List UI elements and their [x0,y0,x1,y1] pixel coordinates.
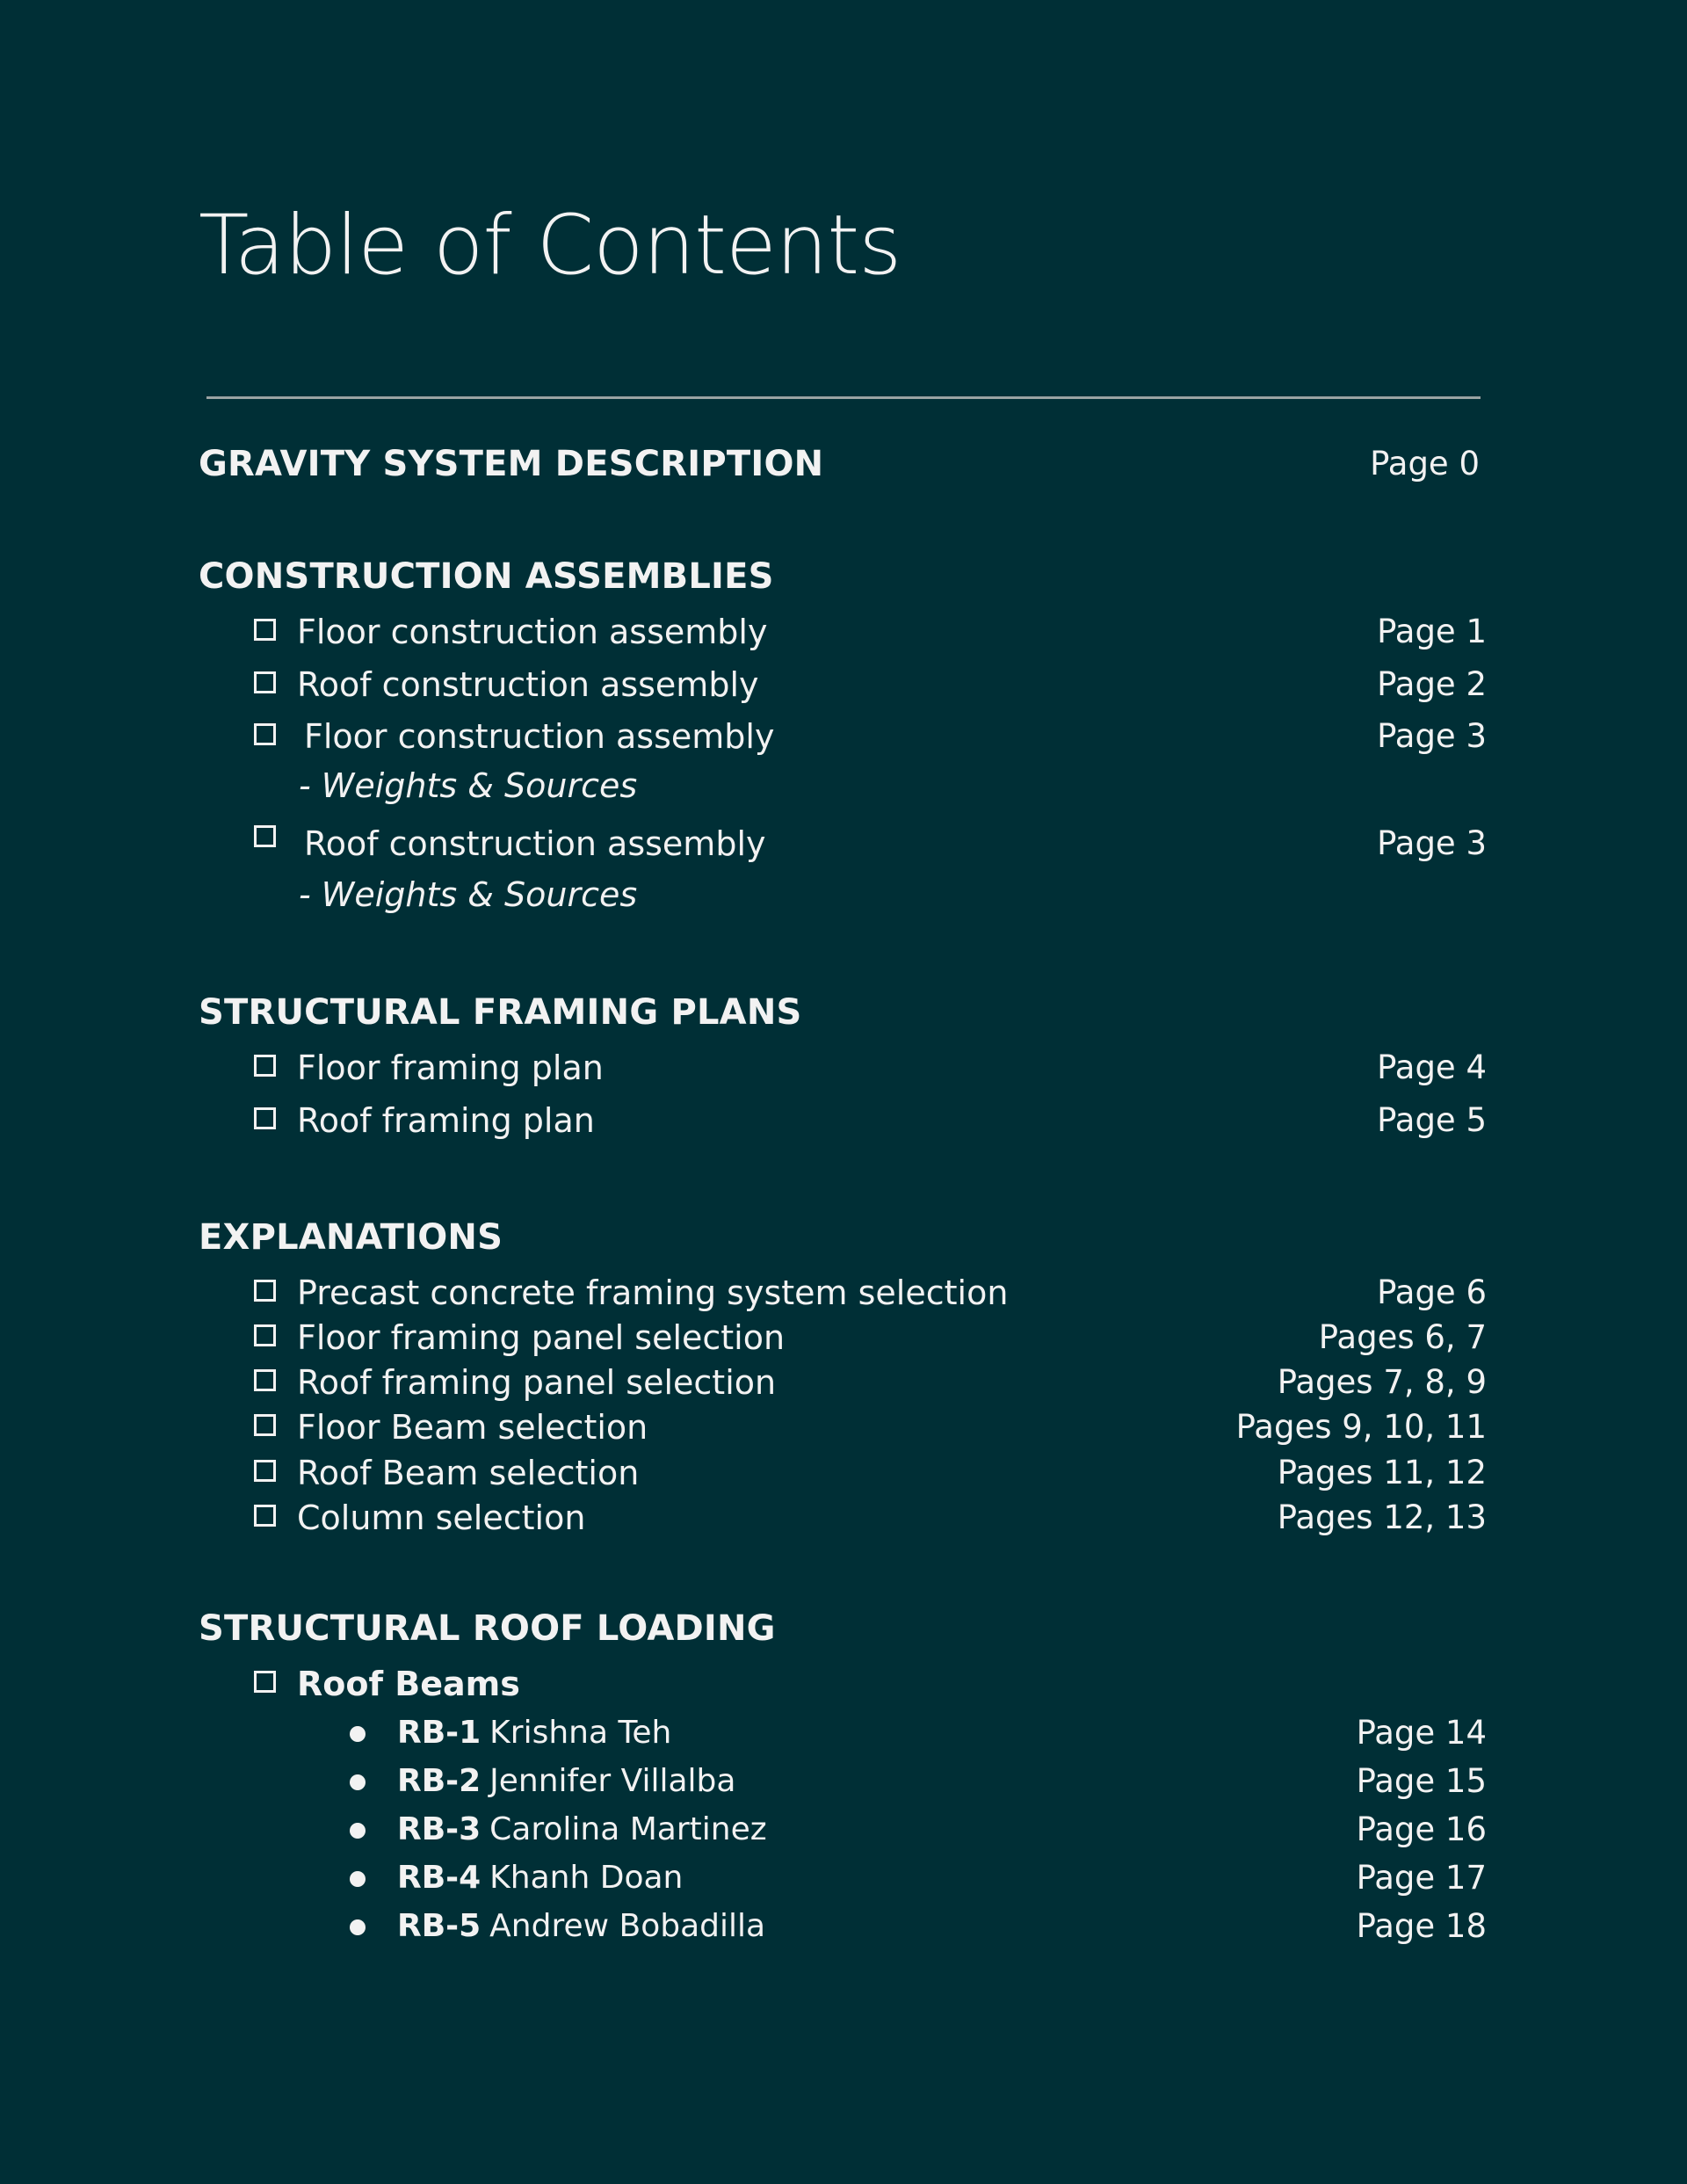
page-ref: Page 16 [1356,1810,1487,1848]
page-title: Table of Contents [199,198,901,294]
beam-entry [397,1900,765,1953]
beam-author: Khanh Doan [489,1860,684,1896]
page-ref: Page 18 [1356,1907,1487,1945]
page-ref: Page 3 [1377,717,1487,755]
toc-item-label: Floor framing plan [297,1048,604,1087]
beam-code: RB-3 [397,1811,481,1847]
beam-code: RB-2 [397,1763,481,1799]
page-ref: Page 3 [1377,824,1487,862]
toc-section-assemblies [0,550,1687,603]
beam-author: Carolina Martinez [489,1811,767,1847]
toc-beam-item[interactable] [0,1803,1687,1856]
checkbox-icon[interactable] [254,825,276,847]
bullet-icon [350,1774,366,1790]
toc-item[interactable] [0,606,1687,658]
beam-entry [397,1755,735,1808]
toc-item-sublabel: - Weights & Sources [299,875,638,914]
toc-beam-item[interactable] [0,1755,1687,1808]
section-heading: STRUCTURAL ROOF LOADING [199,1608,776,1649]
beam-code: RB-4 [397,1860,481,1896]
beam-entry [397,1803,767,1856]
page-ref: Page 17 [1356,1859,1487,1897]
toc-section-framing [0,986,1687,1039]
toc-item-label: Column selection [297,1498,586,1537]
section-heading: STRUCTURAL FRAMING PLANS [199,992,802,1033]
page-ref: Pages 9, 10, 11 [1235,1408,1487,1446]
page-ref: Pages 11, 12 [1277,1454,1487,1491]
beam-author: Krishna Teh [489,1715,672,1751]
beam-author: Andrew Bobadilla [489,1908,766,1944]
checkbox-icon[interactable] [254,1505,276,1527]
toc-item[interactable] [0,1041,1687,1094]
page-ref: Pages 7, 8, 9 [1277,1363,1487,1401]
toc-item[interactable] [0,658,1687,711]
checkbox-icon[interactable] [254,1055,276,1077]
beam-author: Jennifer Villalba [489,1763,736,1799]
toc-item-label: Floor construction assembly [304,717,775,756]
page-ref: Pages 12, 13 [1277,1498,1487,1536]
toc-item-label: Floor construction assembly [297,613,768,651]
toc-item-label: Precast concrete framing system selection [297,1273,1009,1312]
toc-section-roof-loading [0,1602,1687,1655]
toc-item-subtitle [0,868,1687,921]
toc-item-label: Roof construction assembly [297,665,759,704]
page-ref: Pages 6, 7 [1318,1318,1487,1356]
checkbox-icon[interactable] [254,1460,276,1482]
section-heading: EXPLANATIONS [199,1217,503,1258]
toc-item-label: Roof framing panel selection [297,1363,777,1402]
toc-section-gravity[interactable] [0,438,1687,490]
toc-item[interactable] [0,1094,1687,1147]
bullet-icon [350,1919,366,1935]
checkbox-icon[interactable] [254,671,276,693]
toc-item-sublabel: - Weights & Sources [299,766,638,805]
title-divider [206,396,1481,399]
toc-item-subtitle [0,759,1687,812]
beam-entry [397,1707,671,1760]
beam-entry [397,1852,683,1905]
checkbox-icon[interactable] [254,1369,276,1391]
toc-beam-item[interactable] [0,1707,1687,1760]
beam-code: RB-5 [397,1908,481,1944]
checkbox-icon[interactable] [254,1414,276,1436]
section-heading: CONSTRUCTION ASSEMBLIES [199,556,774,597]
page-ref: Page 4 [1377,1048,1487,1086]
toc-item-label: Roof Beam selection [297,1454,640,1492]
toc-item[interactable] [0,710,1687,763]
toc-item-label: Roof framing plan [297,1101,595,1140]
toc-beam-item[interactable] [0,1900,1687,1953]
toc-beam-item[interactable] [0,1852,1687,1905]
page-ref: Page 6 [1377,1273,1487,1311]
bullet-icon [350,1823,366,1839]
checkbox-icon[interactable] [254,1280,276,1302]
toc-item-label: Floor framing panel selection [297,1318,786,1357]
toc-item[interactable] [0,817,1687,870]
page-ref: Page 2 [1377,665,1487,703]
toc-item[interactable] [0,1401,1687,1454]
checkbox-icon[interactable] [254,619,276,641]
toc-item-roof-beams[interactable] [0,1658,1687,1710]
checkbox-icon[interactable] [254,1671,276,1693]
checkbox-icon[interactable] [254,723,276,745]
page-ref: Page 0 [1370,445,1480,483]
toc-group-label: Roof Beams [297,1665,520,1703]
bullet-icon [350,1726,366,1742]
toc-item-label: Floor Beam selection [297,1408,648,1447]
toc-item-label: Roof construction assembly [304,824,766,863]
bullet-icon [350,1871,366,1887]
toc-item[interactable] [0,1491,1687,1544]
page-ref: Page 14 [1356,1714,1487,1752]
page-ref: Page 1 [1377,613,1487,650]
page-ref: Page 5 [1377,1101,1487,1139]
toc-section-explanations [0,1211,1687,1264]
checkbox-icon[interactable] [254,1107,276,1129]
checkbox-icon[interactable] [254,1324,276,1346]
section-heading: GRAVITY SYSTEM DESCRIPTION [199,444,824,484]
page-ref: Page 15 [1356,1762,1487,1800]
beam-code: RB-1 [397,1715,481,1751]
